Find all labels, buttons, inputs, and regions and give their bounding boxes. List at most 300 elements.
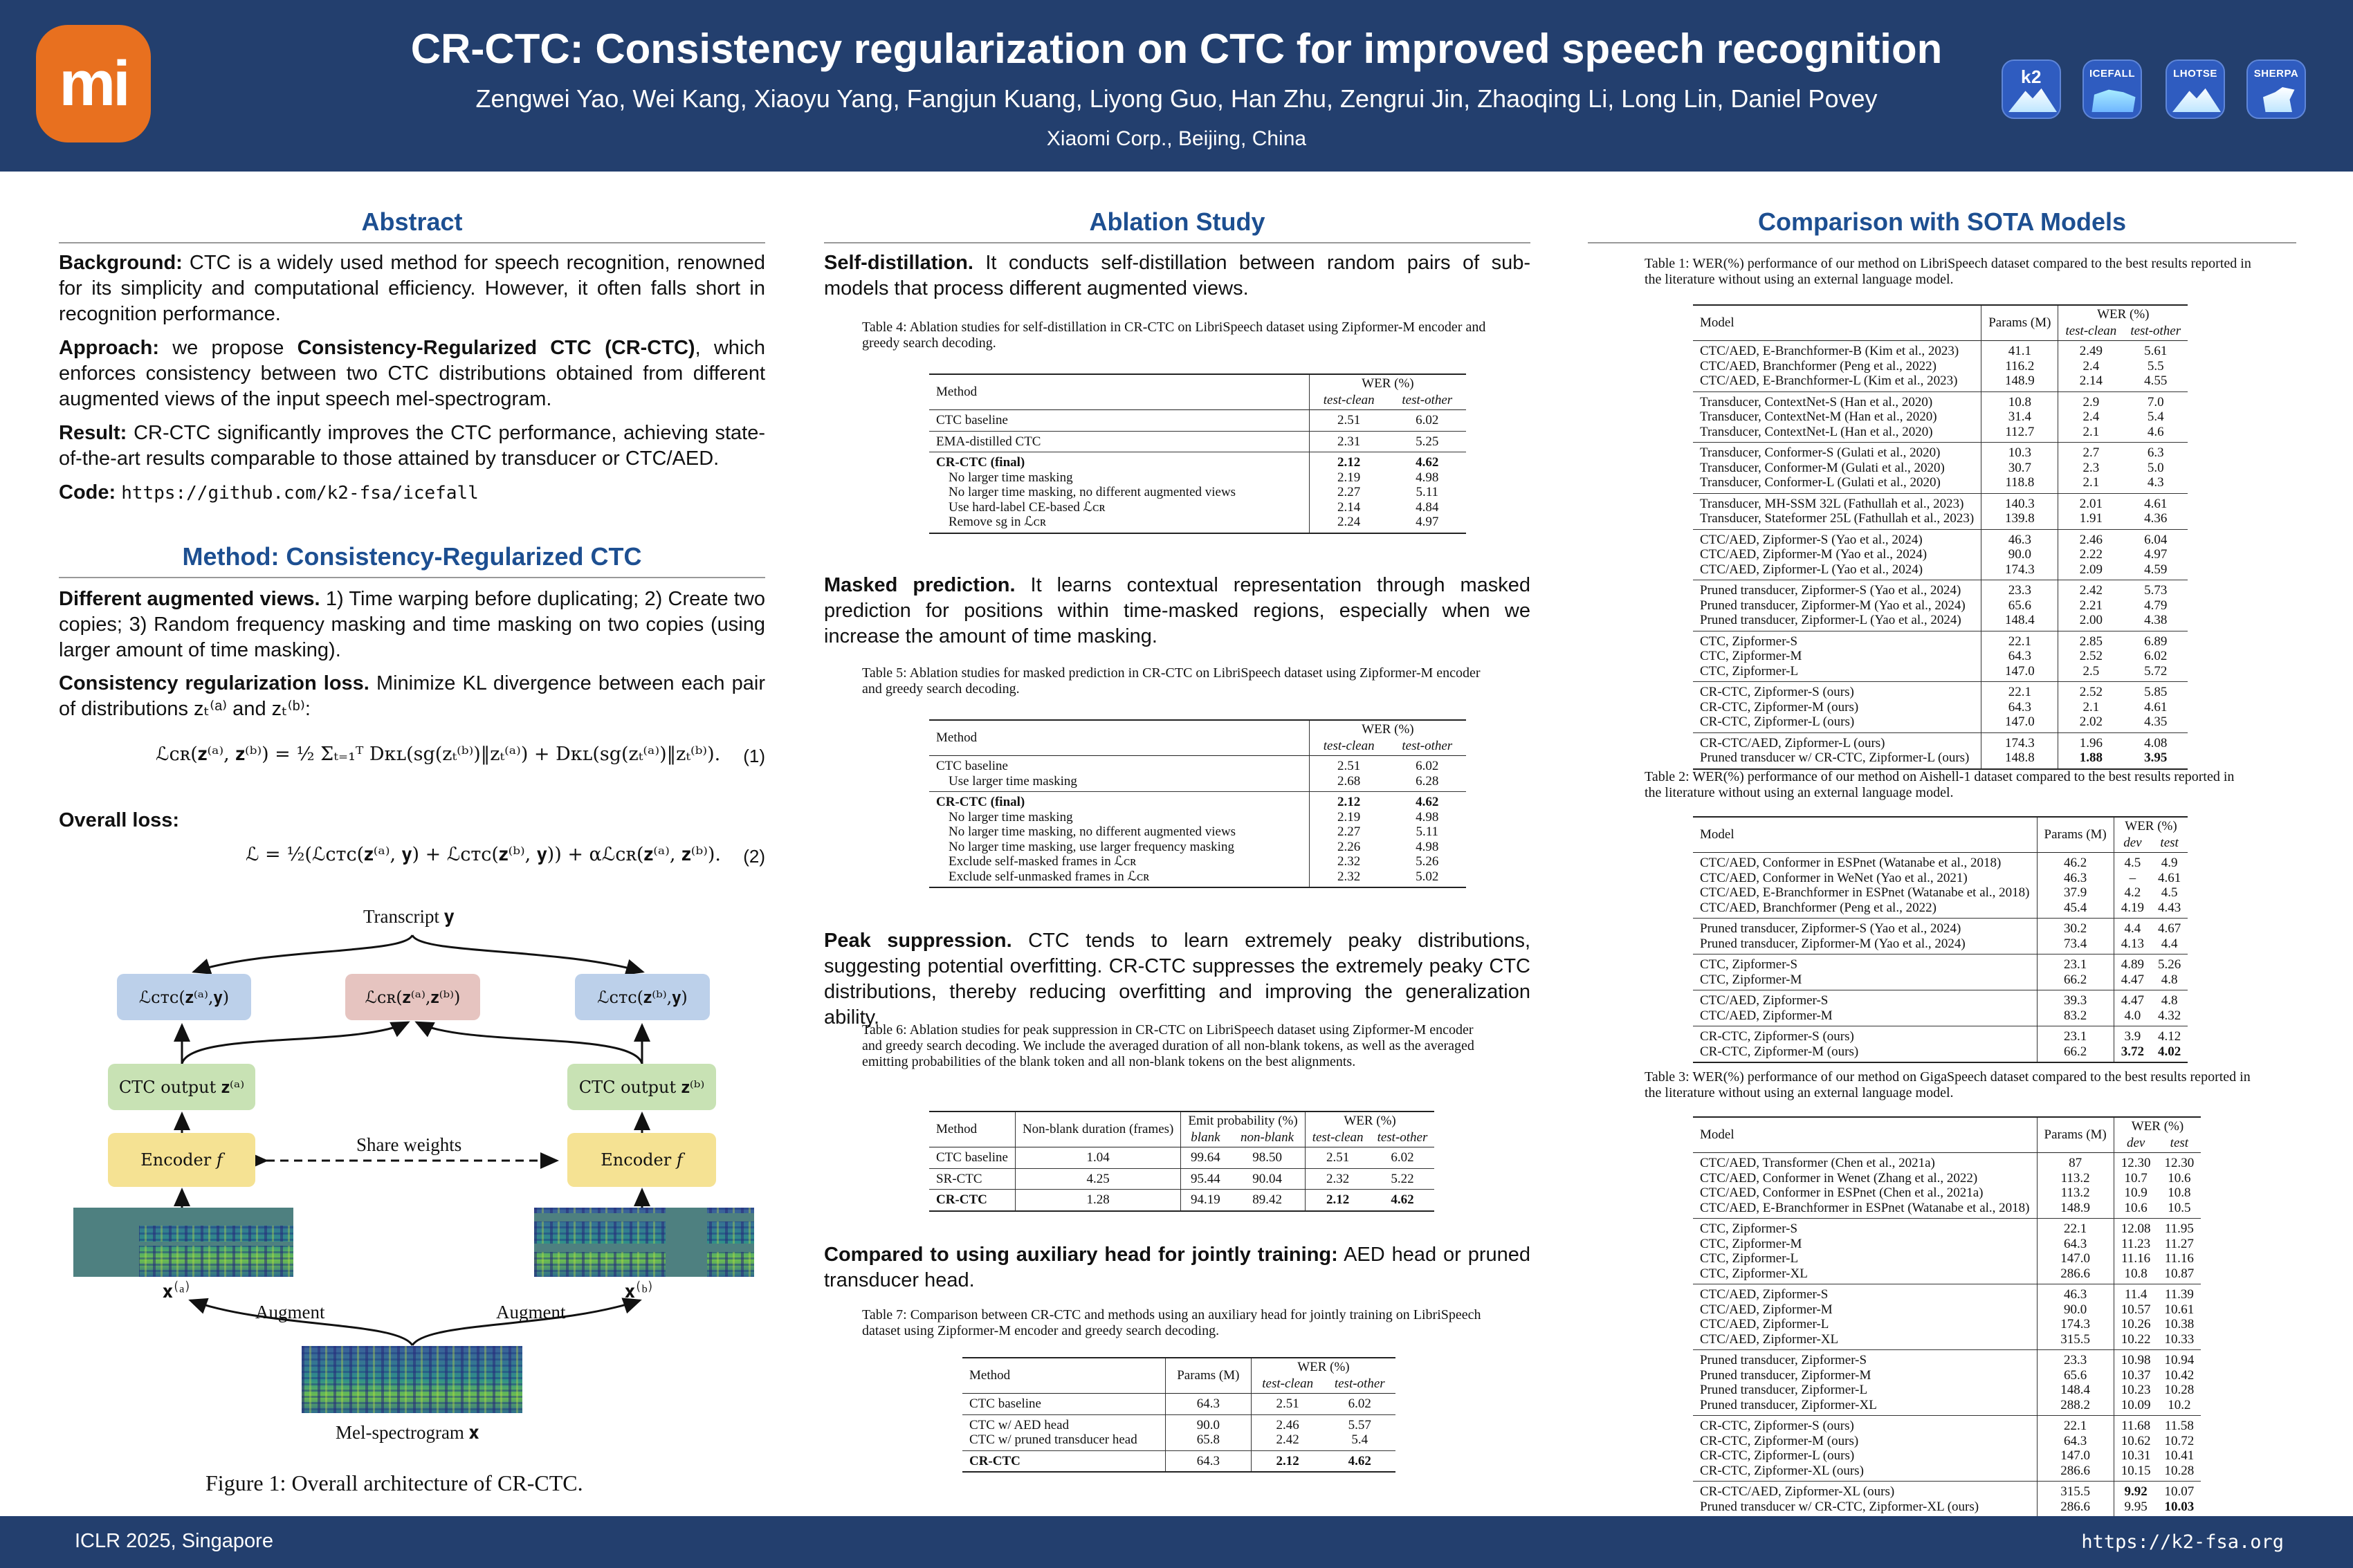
text: It conducts self-distillation between random pairs of sub-models that process different augmented views. xyxy=(824,252,1530,299)
table-cell: 148.9 xyxy=(2037,1201,2114,1219)
table-cell: Exclude self-unmasked frames in ℒᴄʀ xyxy=(949,869,1150,884)
masked-prediction-text xyxy=(824,573,1530,649)
table-row xyxy=(1693,511,2188,529)
table-cell: 2.51 xyxy=(1309,410,1388,432)
table-cell: Pruned transducer, Zipformer-L xyxy=(1700,1383,1868,1397)
spectrogram-a xyxy=(73,1208,293,1277)
table-cell: 2.21 xyxy=(2058,598,2123,614)
table-2 xyxy=(1693,816,2188,1063)
table-row-group xyxy=(1693,443,2188,494)
table-cell: 10.28 xyxy=(2164,1463,2195,1478)
table-row-group xyxy=(1693,1416,2201,1482)
column-subheader: test xyxy=(2160,836,2179,850)
table-cell: 4.98 xyxy=(1416,470,1439,485)
table-cell: 11.39 xyxy=(2164,1287,2194,1302)
table-cell: 2.22 xyxy=(2058,547,2123,562)
table-row xyxy=(1693,598,2188,614)
table-cell: 10.87 xyxy=(2164,1266,2195,1281)
table-row xyxy=(1693,1251,2201,1266)
table-cell: CTC baseline xyxy=(936,1150,1008,1165)
table-row xyxy=(1693,1416,2201,1434)
table-cell: 10.22 xyxy=(2114,1332,2157,1350)
table-cell: 2.51 xyxy=(1251,1394,1324,1415)
poster-title: CR-CTC: Consistency regularization on CTC for improved speech recognition xyxy=(410,26,1943,72)
table-cell: 2.42 xyxy=(1251,1432,1324,1450)
lead: Result: xyxy=(59,422,127,444)
table-cell: 10.7 xyxy=(2114,1171,2157,1186)
table-cell: 147.0 xyxy=(2037,1448,2114,1464)
icefall-logo-text: ICEFALL xyxy=(2089,68,2135,80)
table-cell: 4.3 xyxy=(2147,475,2164,490)
table-cell: CTC/AED, Conformer in ESPnet (Watanabe et al., 2018) xyxy=(1700,856,2002,870)
table-cell: 147.0 xyxy=(1981,714,2058,732)
table-cell: 66.2 xyxy=(2037,972,2114,990)
table-cell: CR-CTC xyxy=(969,1453,1020,1468)
table-cell: 10.33 xyxy=(2164,1331,2195,1347)
table-row-group xyxy=(1693,1026,2188,1063)
table-cell: 2.24 xyxy=(1309,515,1388,533)
table-cell: 5.26 xyxy=(1416,854,1439,869)
header-row xyxy=(929,374,1466,393)
table-cell: 22.1 xyxy=(1981,631,2058,649)
table-cell: CR-CTC, Zipformer-L (ours) xyxy=(1700,1448,1855,1463)
column-subheader: test-other xyxy=(1402,739,1453,753)
table-row xyxy=(1693,1464,2201,1482)
x-a-label: 𝐱⁽ᵃ⁾ xyxy=(163,1281,192,1302)
column-subheader: dev xyxy=(2114,836,2151,853)
table-cell: 4.9 xyxy=(2161,856,2178,870)
x-b-label: 𝐱⁽ᵇ⁾ xyxy=(625,1281,654,1302)
table-cell: 4.97 xyxy=(2144,547,2168,562)
table-row xyxy=(1693,1237,2201,1252)
table-cell: 4.43 xyxy=(2158,900,2181,915)
auxiliary-head-text xyxy=(824,1242,1530,1293)
table-cell: 99.64 xyxy=(1181,1147,1230,1169)
table-cell: 10.6 xyxy=(2168,1170,2191,1186)
table-cell: 174.3 xyxy=(1981,562,2058,580)
table-cell: CTC, Zipformer-M xyxy=(1700,972,1802,987)
table-row-group xyxy=(1693,529,2188,580)
table-cell: 2.26 xyxy=(1309,840,1388,855)
table-row xyxy=(1693,853,2188,871)
table-row xyxy=(1693,750,2188,769)
table-cell: 2.1 xyxy=(2058,475,2123,493)
table-cell: 4.32 xyxy=(2158,1008,2181,1023)
table-row xyxy=(1693,391,2188,409)
table-cell: 4.61 xyxy=(2144,699,2168,714)
sherpa-figure-icon xyxy=(2253,87,2302,112)
lead: Different augmented views. xyxy=(59,588,320,610)
table-cell: 113.2 xyxy=(2037,1186,2114,1201)
conference-label: ICLR 2025, Singapore xyxy=(75,1530,273,1552)
table-cell: 12.08 xyxy=(2114,1219,2157,1237)
column-header: Emit probability (%) xyxy=(1181,1112,1305,1130)
table-cell: 64.3 xyxy=(1981,700,2058,715)
table-cell: CR-CTC, Zipformer-L (ours) xyxy=(1700,714,1855,729)
column-header: WER (%) xyxy=(1309,720,1466,739)
table-cell: 23.3 xyxy=(2037,1350,2114,1368)
table-cell: 2.12 xyxy=(1309,452,1388,470)
table-cell: 3.95 xyxy=(2144,750,2168,765)
abstract-background xyxy=(59,250,765,327)
table-cell: 315.5 xyxy=(2037,1332,2114,1350)
table-row-group xyxy=(962,1450,1395,1472)
table-row xyxy=(929,824,1466,840)
mountain-icon xyxy=(2172,87,2221,112)
column-subheader: non-blank xyxy=(1240,1130,1294,1145)
column-header: Params (M) xyxy=(2037,1117,2114,1153)
column-subheader: test-clean xyxy=(2058,324,2123,341)
table-cell: 2.32 xyxy=(1309,854,1388,869)
table-cell: 11.27 xyxy=(2164,1236,2194,1251)
table-row xyxy=(1693,631,2188,649)
right-column xyxy=(1588,201,2296,1514)
lead: Compared to using auxiliary head for jointly training: xyxy=(824,1244,1338,1266)
table-cell: CTC, Zipformer-S xyxy=(1700,957,1798,972)
table-cell: 4.5 xyxy=(2161,885,2178,900)
table-cell: CR-CTC, Zipformer-S (ours) xyxy=(1700,685,1854,699)
table-cell: 147.0 xyxy=(2037,1251,2114,1266)
table-cell: EMA-distilled CTC xyxy=(936,434,1041,449)
table-cell: 2.09 xyxy=(2058,562,2123,580)
table-row xyxy=(1693,1201,2201,1219)
table-cell: 10.8 xyxy=(2168,1186,2191,1200)
table-cell: CTC/AED, Zipformer-L xyxy=(1700,1317,1829,1331)
table-row xyxy=(1693,409,2188,425)
table-cell: CTC, Zipformer-XL xyxy=(1700,1266,1808,1281)
table-row xyxy=(929,840,1466,855)
table-row xyxy=(1693,562,2188,580)
text: we propose xyxy=(159,337,297,359)
equation-2: ℒ = ½(ℒᴄᴛᴄ(𝐳⁽ᵃ⁾, 𝐲) + ℒᴄᴛᴄ(𝐳⁽ᵇ⁾, 𝐲)) + αℒᴄʀ(𝐳⁽ᵃ⁾, 𝐳⁽ᵇ⁾). xyxy=(246,844,721,865)
table-row-group xyxy=(1693,391,2188,443)
table-cell: Pruned transducer, Zipformer-L (Yao et al., 2024) xyxy=(1700,613,1961,627)
table-cell: 65.6 xyxy=(1981,598,2058,614)
table-cell: 5.02 xyxy=(1416,869,1439,884)
table-cell: 6.3 xyxy=(2147,445,2164,460)
table-header xyxy=(929,374,1466,410)
code-link[interactable]: https://github.com/k2-fsa/icefall xyxy=(121,483,479,504)
table-row-group xyxy=(1693,732,2188,769)
table-row xyxy=(1693,341,2188,359)
table-cell: CR-CTC xyxy=(936,1192,987,1207)
column-header: WER (%) xyxy=(1251,1358,1395,1376)
table-cell: 2.3 xyxy=(2058,461,2123,476)
lead: Approach: xyxy=(59,337,159,359)
table-cell: CTC/AED, Zipformer-L (Yao et al., 2024) xyxy=(1700,562,1923,577)
table-row xyxy=(1693,1482,2201,1500)
table-cell: 98.50 xyxy=(1252,1150,1282,1165)
peak-suppression-text xyxy=(824,928,1530,1031)
table-cell: 4.4 xyxy=(2114,919,2151,937)
table-row xyxy=(929,431,1466,452)
arrow-b-to-cr xyxy=(416,1022,642,1064)
text: Minimize KL divergence between each pair of distributions zₜ⁽ᵃ⁾ and zₜ⁽ᵇ⁾: xyxy=(59,672,765,720)
table-row-group xyxy=(929,792,1466,888)
table-cell: CR-CTC, Zipformer-S (ours) xyxy=(1700,1029,1854,1044)
table-cell: 2.32 xyxy=(1309,869,1388,888)
table-cell: Transducer, Conformer-M (Gulati et al., 2020) xyxy=(1700,460,1945,475)
table-cell: 10.5 xyxy=(2168,1200,2191,1215)
author-list: Zengwei Yao, Wei Kang, Xiaoyu Yang, Fangjun Kuang, Liyong Guo, Han Zhu, Zengrui Jin, Zhaoqing Li, Long Lin, Daniel Povey xyxy=(475,84,1878,113)
table-cell: 6.02 xyxy=(2144,649,2168,663)
table-cell: 64.3 xyxy=(2037,1434,2114,1449)
table-cell: Pruned transducer, Zipformer-S (Yao et al., 2024) xyxy=(1700,921,1961,936)
table-cell: 95.44 xyxy=(1181,1168,1230,1190)
table-cell: 10.62 xyxy=(2114,1434,2157,1449)
table-cell: 10.2 xyxy=(2168,1397,2191,1412)
table-cell: 10.42 xyxy=(2164,1367,2195,1383)
table-cell: 41.1 xyxy=(1981,341,2058,359)
table-cell: CTC/AED, Zipformer-M xyxy=(1700,1302,1833,1317)
table-cell: 5.61 xyxy=(2144,344,2168,358)
table-row xyxy=(929,854,1466,869)
table-cell: 4.38 xyxy=(2144,613,2168,627)
table-cell: 7.0 xyxy=(2147,394,2164,409)
table-row xyxy=(929,485,1466,500)
arrow-augment-right xyxy=(412,1300,640,1345)
table-row-group xyxy=(962,1414,1395,1450)
table-cell: 12.30 xyxy=(2114,1153,2157,1171)
table-row-group xyxy=(1693,341,2188,392)
table-cell: 30.2 xyxy=(2037,919,2114,937)
table-cell: 11.95 xyxy=(2164,1221,2194,1236)
table-row-group xyxy=(929,1168,1434,1190)
table-cell: 286.6 xyxy=(2037,1500,2114,1518)
table-cell: 64.3 xyxy=(1981,649,2058,664)
xiaomi-logo: mi xyxy=(36,25,151,142)
sherpa-logo xyxy=(2246,59,2306,119)
table-cell: 46.3 xyxy=(1981,529,2058,547)
table-header xyxy=(1693,817,2188,853)
table-cell: 4.67 xyxy=(2158,921,2181,936)
table-cell: 73.4 xyxy=(2037,937,2114,954)
table-cell: 12.30 xyxy=(2164,1156,2195,1170)
self-distillation-text xyxy=(824,250,1530,302)
k2-logo-text: k2 xyxy=(2021,66,2042,87)
table-cell: No larger time masking xyxy=(949,470,1073,485)
header-row xyxy=(1693,1117,2201,1136)
table-cell: 288.2 xyxy=(2037,1398,2114,1416)
column-header: Model xyxy=(1700,1127,1734,1142)
table-row xyxy=(1693,990,2188,1008)
table-cell: 11.23 xyxy=(2114,1237,2157,1252)
column-header: Model xyxy=(1700,315,1734,330)
table-cell: 4.0 xyxy=(2114,1008,2151,1026)
abstract-heading: Abstract xyxy=(59,207,765,243)
column-header: WER (%) xyxy=(1309,374,1466,393)
table-5-caption: Table 5: Ablation studies for masked prediction in CR-CTC on LibriSpeech dataset using Zipformer-M encoder and greedy search decoding. xyxy=(862,665,1481,697)
table-cell: 2.31 xyxy=(1309,431,1388,452)
project-url[interactable]: https://k2-fsa.org xyxy=(2081,1531,2284,1553)
table-cell: Pruned transducer, Zipformer-S (Yao et al., 2024) xyxy=(1700,583,1961,598)
table-cell: 2.19 xyxy=(1309,810,1388,825)
method-augmented-views xyxy=(59,587,765,663)
table-cell: CTC baseline xyxy=(969,1396,1041,1411)
table-row xyxy=(1693,1153,2201,1171)
table-cell: CTC/AED, Conformer in ESPnet (Chen et al., 2021a) xyxy=(1700,1186,1984,1200)
table-cell: 6.02 xyxy=(1348,1396,1371,1411)
table-cell: CTC/AED, E-Branchformer-B (Kim et al., 2023) xyxy=(1700,344,1959,358)
table-row-group xyxy=(1693,1153,2201,1219)
table-4-caption: Table 4: Ablation studies for self-distillation in CR-CTC on LibriSpeech dataset using Zipformer-M encoder and greedy search decoding. xyxy=(862,320,1486,351)
column-subheader: test-other xyxy=(1334,1376,1385,1391)
table-cell: Use hard-label CE-based ℒᴄʀ xyxy=(949,499,1106,515)
table-cell: 46.3 xyxy=(2037,871,2114,886)
table-cell: 147.0 xyxy=(1981,664,2058,682)
table-cell: 64.3 xyxy=(1165,1394,1251,1415)
table-cell: 6.02 xyxy=(1416,413,1439,427)
table-cell: 11.68 xyxy=(2114,1416,2157,1434)
table-cell: CTC baseline xyxy=(936,413,1008,427)
column-subheader: test-clean xyxy=(1309,393,1388,410)
table-row-group xyxy=(1693,954,2188,990)
table-cell: 23.1 xyxy=(2037,954,2114,972)
table-cell: 23.1 xyxy=(2037,1026,2114,1044)
table-row xyxy=(1693,649,2188,664)
table-cell: 4.35 xyxy=(2144,714,2168,729)
table-cell: 6.89 xyxy=(2144,634,2168,649)
mountain-icon xyxy=(2008,87,2057,112)
column-header: Method xyxy=(936,1122,978,1136)
table-cell: 4.62 xyxy=(1348,1453,1371,1468)
table-cell: No larger time masking, no different augmented views xyxy=(949,485,1236,499)
table-row xyxy=(929,792,1466,810)
table-cell: 2.19 xyxy=(1309,470,1388,486)
table-row xyxy=(929,1147,1434,1169)
table-cell: Pruned transducer, Zipformer-M xyxy=(1700,1367,1871,1383)
lhotse-logo-text: LHOTSE xyxy=(2173,68,2217,80)
table-cell: 4.59 xyxy=(2144,562,2168,577)
header-row xyxy=(962,1358,1395,1376)
table-cell: 6.02 xyxy=(1391,1150,1414,1165)
table-cell: 11.58 xyxy=(2164,1419,2194,1433)
table-cell: 10.31 xyxy=(2114,1448,2157,1464)
table-cell: 4.84 xyxy=(1416,499,1439,515)
table-cell: 148.8 xyxy=(1981,750,2058,769)
table-cell: No larger time masking, use larger frequency masking xyxy=(949,839,1234,854)
table-cell: 2.52 xyxy=(2058,682,2123,700)
table-cell: 2.51 xyxy=(1309,756,1388,774)
table-7 xyxy=(962,1357,1395,1473)
table-cell: CTC, Zipformer-L xyxy=(1700,663,1799,679)
table-cell: 4.47 xyxy=(2114,990,2151,1008)
table-cell: 45.4 xyxy=(2037,901,2114,919)
header-row xyxy=(1693,305,2188,324)
table-row xyxy=(1693,443,2188,461)
table-cell: 10.9 xyxy=(2114,1186,2157,1201)
table-cell: 94.19 xyxy=(1181,1190,1230,1211)
table-1 xyxy=(1693,304,2188,770)
table-row xyxy=(1693,664,2188,682)
arrow-transcript-right xyxy=(412,935,643,972)
table-row-group xyxy=(1693,1350,2201,1416)
table-row xyxy=(1693,700,2188,715)
table-row xyxy=(1693,1332,2201,1350)
table-cell: 3.9 xyxy=(2114,1026,2151,1044)
table-cell: CTC/AED, E-Branchformer in ESPnet (Watanabe et al., 2018) xyxy=(1700,1200,2030,1215)
table-row xyxy=(929,756,1466,774)
table-cell: 2.46 xyxy=(2058,529,2123,547)
table-row xyxy=(1693,475,2188,493)
table-cell: 22.1 xyxy=(2037,1416,2114,1434)
table-cell: CR-CTC (final) xyxy=(936,455,1025,470)
table-cell: 10.98 xyxy=(2114,1350,2157,1368)
ctc-loss-b-box: ℒᴄᴛᴄ(𝐳⁽ᵇ⁾,𝐲) xyxy=(575,974,710,1020)
table-row xyxy=(1693,714,2188,732)
table-row xyxy=(929,1168,1434,1190)
table-row xyxy=(1693,1448,2201,1464)
table-cell: CTC/AED, E-Branchformer-L (Kim et al., 2023) xyxy=(1700,373,1958,388)
text: AED head or pruned transducer head. xyxy=(824,1244,1530,1291)
table-cell: CTC/AED, Branchformer (Peng et al., 2022) xyxy=(1700,358,1937,373)
table-cell: 4.12 xyxy=(2158,1029,2181,1044)
table-6-caption: Table 6: Ablation studies for peak suppression in CR-CTC on LibriSpeech dataset using Zipformer-M encoder and greedy search decoding. We include the averaged duration of all non-blank tokens, as well as the averaged emitting probabilities of the blank token and all non-blank tokens on the best alignments. xyxy=(862,1022,1474,1069)
table-cell: CTC, Zipformer-M xyxy=(1700,649,1802,663)
table-cell: SR-CTC xyxy=(936,1171,982,1186)
table-cell: Transducer, MH-SSM 32L (Fathullah et al., 2023) xyxy=(1700,496,1964,511)
table-cell: 4.2 xyxy=(2114,885,2151,901)
table-4 xyxy=(929,373,1466,534)
table-row xyxy=(1693,359,2188,374)
table-cell: CTC, Zipformer-L xyxy=(1700,1251,1799,1266)
table-cell: CR-CTC, Zipformer-M (ours) xyxy=(1700,699,1859,714)
table-row xyxy=(1693,937,2188,954)
table-cell: 5.11 xyxy=(1416,485,1439,499)
table-cell: 5.0 xyxy=(2147,460,2164,475)
table-cell: 10.72 xyxy=(2164,1433,2195,1448)
table-row xyxy=(1693,1500,2201,1518)
header-row xyxy=(929,720,1466,739)
table-cell: Pruned transducer, Zipformer-XL xyxy=(1700,1397,1877,1412)
table-cell: 10.09 xyxy=(2114,1398,2157,1416)
table-row xyxy=(1693,732,2188,750)
table-cell: 64.3 xyxy=(1165,1450,1251,1472)
table-cell: 148.4 xyxy=(2037,1383,2114,1398)
table-cell: 2.12 xyxy=(1309,792,1388,810)
table-row xyxy=(1693,373,2188,391)
column-header: Params (M) xyxy=(1981,305,2058,341)
table-cell: CTC/AED, Zipformer-M (Yao et al., 2024) xyxy=(1700,547,1928,562)
table-cell: Pruned transducer, Zipformer-M (Yao et al., 2024) xyxy=(1700,936,1966,951)
table-cell: 4.25 xyxy=(1015,1168,1180,1190)
table-cell: 5.22 xyxy=(1391,1171,1414,1186)
table-cell: CR-CTC/AED, Zipformer-L (ours) xyxy=(1700,735,1885,750)
table-cell: 90.04 xyxy=(1252,1171,1282,1186)
table-cell: 2.14 xyxy=(2058,373,2123,391)
column-subheader: test-other xyxy=(1377,1130,1428,1145)
ctc-loss-a-box: ℒᴄᴛᴄ(𝐳⁽ᵃ⁾,𝐲) xyxy=(117,974,251,1020)
table-row-group xyxy=(1693,990,2188,1026)
augment-right-label: Augment xyxy=(496,1302,566,1322)
table-cell: Pruned transducer, Zipformer-M (Yao et al., 2024) xyxy=(1700,598,1966,613)
table-cell: 87 xyxy=(2037,1153,2114,1171)
table-cell: CTC, Zipformer-M xyxy=(1700,1236,1802,1251)
table-row xyxy=(1693,1186,2201,1201)
spectrogram-b xyxy=(534,1208,754,1277)
table-row-group xyxy=(1693,853,2188,919)
table-row-group xyxy=(929,1190,1434,1211)
table-cell: 64.3 xyxy=(2037,1237,2114,1252)
table-cell: 4.08 xyxy=(2144,735,2168,750)
table-cell: 4.61 xyxy=(2158,870,2181,885)
arrow-augment-left xyxy=(190,1300,412,1345)
lhotse-logo xyxy=(2166,59,2225,119)
lead: Code: xyxy=(59,481,116,504)
column-header: Non-blank duration (frames) xyxy=(1015,1112,1180,1147)
table-cell: 4.8 xyxy=(2161,972,2178,987)
table-cell: 2.68 xyxy=(1309,774,1388,792)
